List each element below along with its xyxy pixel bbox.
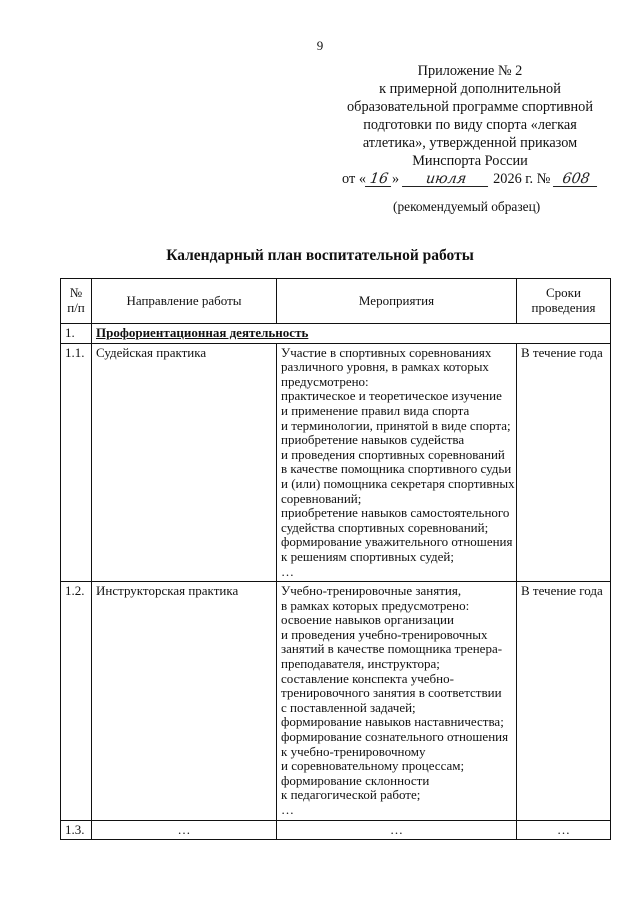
row-timing: В течение года (517, 582, 611, 821)
event-line: в качестве помощника спортивного судьи (281, 461, 512, 477)
event-line: занятий в качестве помощника тренера- (281, 641, 503, 657)
event-line: в рамках которых предусмотрено: (281, 597, 470, 613)
event-line: с поставленной задачей; (281, 699, 416, 715)
event-line: формирование склонности (281, 772, 430, 788)
row-number: 1.3. (61, 820, 92, 840)
appendix-line: к примерной дополнительной (379, 81, 561, 97)
appendix-line: образовательной программе спортивной (347, 99, 593, 115)
event-line: соревнований; (281, 490, 362, 506)
event-line: формирование уважительного отношения (281, 534, 513, 550)
event-line: к учебно-тренировочному (281, 743, 426, 759)
header-number: № п/п (61, 279, 92, 324)
document-title: Календарный план воспитательной работы (166, 247, 474, 264)
row-direction: Судейская практика (92, 343, 277, 582)
appendix-line: Минспорта России (412, 153, 528, 169)
row-timing: … (517, 820, 611, 840)
page-number: 9 (316, 38, 324, 53)
event-line: приобретение навыков судейства (281, 432, 465, 448)
event-line: освоение навыков организации (281, 612, 454, 628)
row-events: … (277, 820, 517, 840)
header-events: Мероприятия (277, 279, 517, 324)
event-line: и применение правил вида спорта (281, 402, 470, 418)
order-date-line (332, 170, 608, 188)
event-line: … (281, 802, 294, 817)
event-line: и терминологии, принятой в виде спорта; (281, 417, 511, 433)
table-row (61, 582, 611, 821)
event-line: предусмотрено: (281, 373, 369, 389)
handwritten-month: июля (402, 172, 490, 187)
row-events (277, 343, 517, 582)
event-line: к педагогической работе; (281, 787, 421, 803)
event-line: составление конспекта учебно- (281, 670, 454, 686)
calendar-plan-table (60, 278, 611, 840)
event-line: практическое и теоретическое изучение (281, 388, 502, 404)
handwritten-day: 16 (365, 172, 393, 187)
event-line: различного уровня, в рамках которых (281, 359, 489, 375)
appendix-header (332, 62, 608, 188)
event-line: Участие в спортивных соревнованиях (281, 344, 492, 360)
section-title: Профориентационная деятельность (92, 324, 611, 344)
event-line: приобретение навыков самостоятельного (281, 505, 510, 521)
event-line: Учебно-тренировочные занятия, (281, 583, 462, 599)
row-events (277, 582, 517, 821)
appendix-line: атлетика», утвержденной приказом (362, 135, 578, 151)
row-direction: Инструкторская практика (92, 582, 277, 821)
event-line: преподавателя, инструктора; (281, 656, 440, 672)
event-line: формирование навыков наставничества; (281, 714, 504, 730)
sample-note: (рекомендуемый образец) (393, 199, 541, 214)
appendix-line: подготовки по виду спорта «легкая (363, 117, 577, 133)
handwritten-order-number: 608 (553, 172, 599, 187)
date-year-text: 2026 г. № (493, 171, 551, 187)
table-row (61, 343, 611, 582)
date-mid: » (391, 171, 400, 187)
row-direction: … (92, 820, 277, 840)
event-line: и (или) помощника секретаря спортивных (281, 475, 515, 491)
section-row (61, 324, 611, 344)
row-number: 1.2. (61, 582, 92, 821)
header-direction: Направление работы (92, 279, 277, 324)
event-line: формирование сознательного отношения (281, 729, 509, 745)
section-number: 1. (61, 324, 92, 344)
appendix-line: Приложение № 2 (417, 63, 523, 79)
date-prefix: от « (342, 171, 366, 187)
header-timing: Сроки проведения (517, 279, 611, 324)
event-line: и проведения спортивных соревнований (281, 446, 505, 462)
event-line: и соревновательному процессам; (281, 758, 465, 774)
table-header-row (61, 279, 611, 324)
row-timing: В течение года (517, 343, 611, 582)
event-line: … (281, 563, 294, 579)
event-line: судейства спортивных соревнований; (281, 519, 489, 535)
table-row (61, 820, 611, 840)
event-line: тренировочного занятия в соответствии (281, 685, 502, 701)
event-line: и проведения учебно-тренировочных (281, 626, 488, 642)
event-line: к решениям спортивных судей; (281, 548, 454, 564)
row-number: 1.1. (61, 343, 92, 582)
